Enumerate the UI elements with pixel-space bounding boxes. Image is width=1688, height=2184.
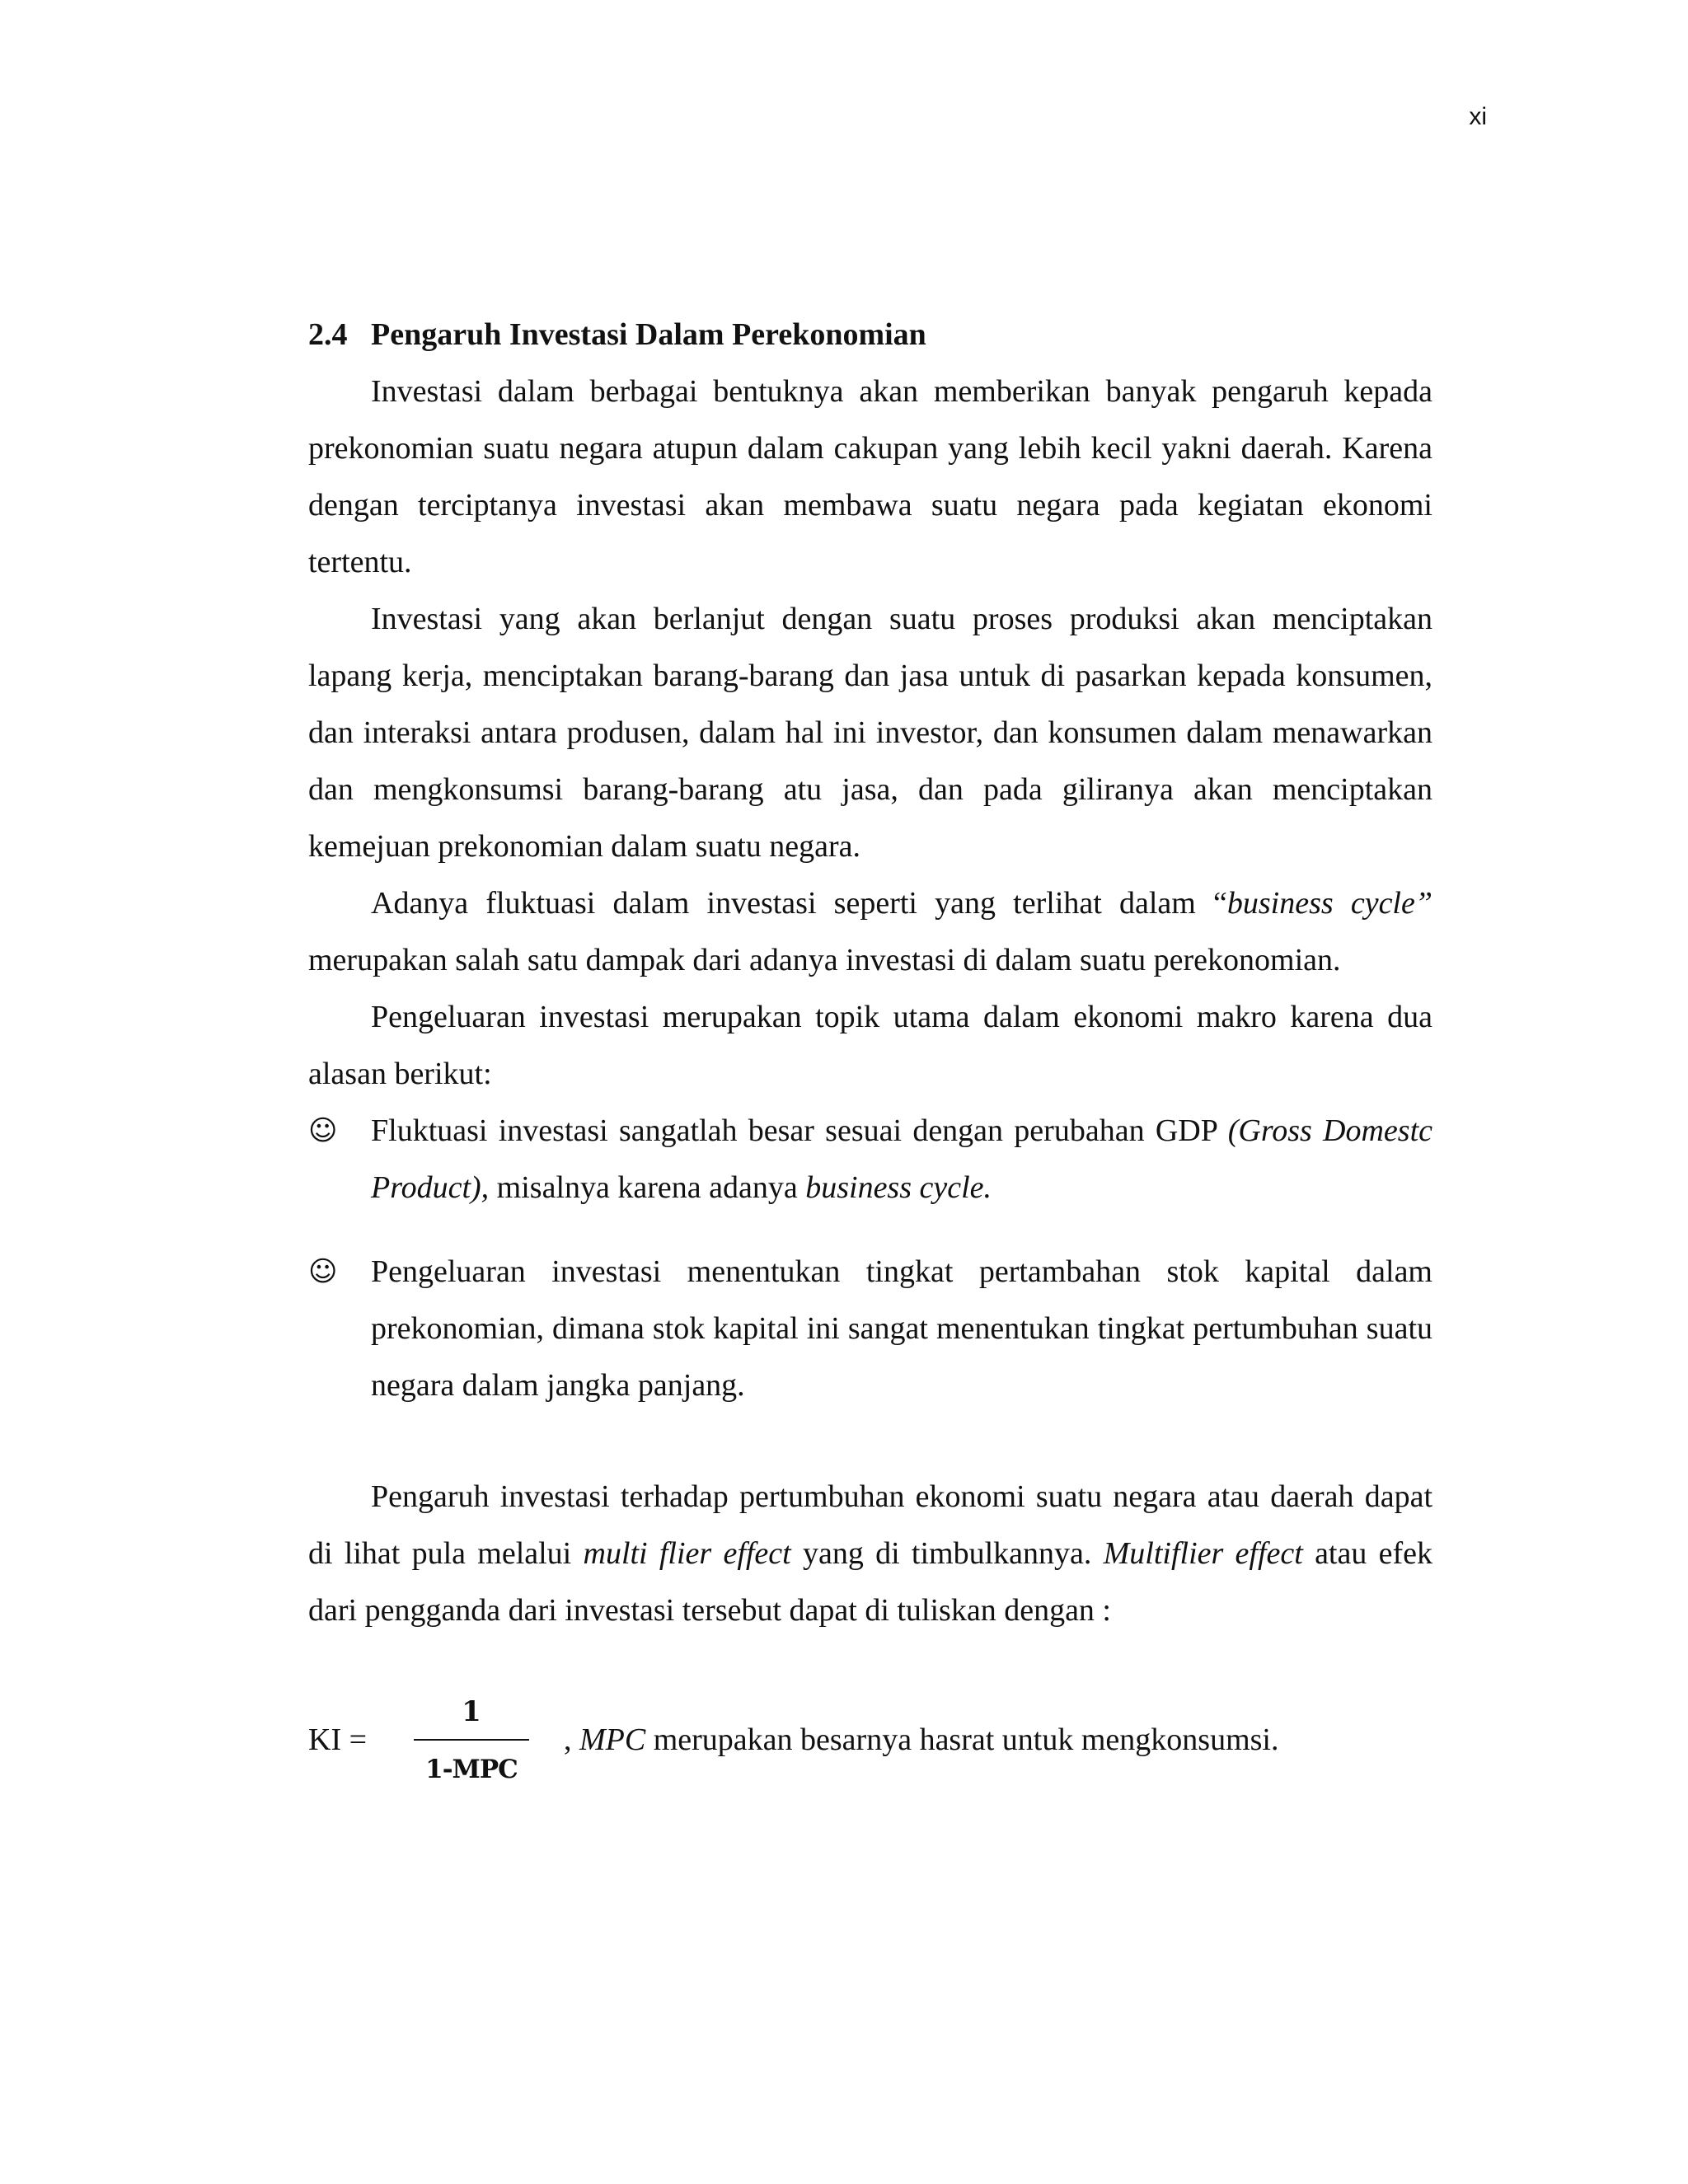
list-item-text-b: misalnya karena adanya [489, 1170, 806, 1205]
paragraph-3-text-b: merupakan salah satu dampak dari adanya investasi di dalam suatu perekonomian. [308, 943, 1341, 977]
paragraph-5 [308, 1469, 1432, 1639]
formula-note-italic: MPC [579, 1722, 646, 1757]
document-body [308, 307, 1432, 1797]
page-number: xi [1469, 103, 1487, 130]
list-item-text: Pengeluaran investasi menentukan tingkat pertambahan stok kapital dalam prekonomian, dimana stok kapital ini sangat menentukan tingkat pertumbuhan suatu negara dalam jangka panjang. [371, 1254, 1432, 1403]
paragraph-5-text-b: yang di timbulkannya. [790, 1536, 1104, 1571]
paragraph-2: Investasi yang akan berlanjut dengan suatu proses produksi akan menciptakan lapang kerja, menciptakan barang-barang dan jasa untuk di pasarkan kepada konsumen, dan interaksi antara produsen, dalam hal ini investor, dan konsumen dalam menawarkan dan mengkonsumsi barang-barang atu jasa, dan pada giliranya akan menciptakan kemejuan prekonomian dalam suatu negara. [308, 602, 1432, 864]
list-item [308, 1103, 1432, 1216]
list-item-italic-a: (Gross Domestc Product), [371, 1113, 1432, 1205]
fraction-bar [414, 1739, 529, 1741]
smiley-bullet-icon: ☺ [308, 1114, 338, 1147]
section-number: 2.4 [308, 317, 348, 352]
paragraph-3-italic: business cycle” [1226, 886, 1432, 921]
paragraph-5-text-c: atau efek dari pengganda dari investasi tersebut dapat di tuliskan dengan : [308, 1536, 1432, 1628]
list-item [308, 1244, 1432, 1414]
formula-note-prefix: , [564, 1722, 579, 1757]
spacer [308, 1414, 1432, 1469]
formula-numerator: 1 [462, 1695, 481, 1728]
paragraph-5-text-a: Pengaruh investasi terhadap pertumbuhan ekonomi suatu negara atau daerah dapat di lihat pula melalui [308, 1479, 1432, 1571]
paragraph-5-italic-a: multi flier effect [583, 1536, 791, 1571]
paragraph-1: Investasi dalam berbagai bentuknya akan memberikan banyak pengaruh kepada prekonomian suatu negara atupun dalam cakupan yang lebih kecil yakni daerah. Karena dengan terciptanya investasi akan membawa suatu negara pada kegiatan ekonomi tertentu. [308, 374, 1432, 579]
paragraph-3-text-a: Adanya fluktuasi dalam investasi seperti yang terlihat dalam “ [371, 886, 1227, 921]
list-item-text-a: Fluktuasi investasi sangatlah besar sesuai dengan perubahan GDP [371, 1113, 1228, 1148]
paragraph-4: Pengeluaran investasi merupakan topik utama dalam ekonomi makro karena dua alasan berikut: [308, 1000, 1432, 1091]
formula-lhs: KI = [308, 1722, 368, 1757]
list-item-text [371, 1103, 1432, 1216]
multiplier-formula [308, 1682, 1432, 1797]
paragraph-3 [308, 875, 1432, 989]
formula-fraction [414, 1691, 529, 1788]
formula-denominator: 1-MPC [425, 1755, 518, 1784]
reasons-list [308, 1103, 1432, 1414]
section-heading [308, 307, 1432, 363]
list-item-italic-b: business cycle. [805, 1170, 992, 1205]
smiley-bullet-icon: ☺ [308, 1255, 338, 1288]
formula-note [564, 1712, 1432, 1769]
formula-note-text: merupakan besarnya hasrat untuk mengkonsumsi. [645, 1722, 1279, 1757]
paragraph-5-italic-b: Multiflier effect [1103, 1536, 1303, 1571]
section-title: Pengaruh Investasi Dalam Perekonomian [371, 317, 926, 352]
